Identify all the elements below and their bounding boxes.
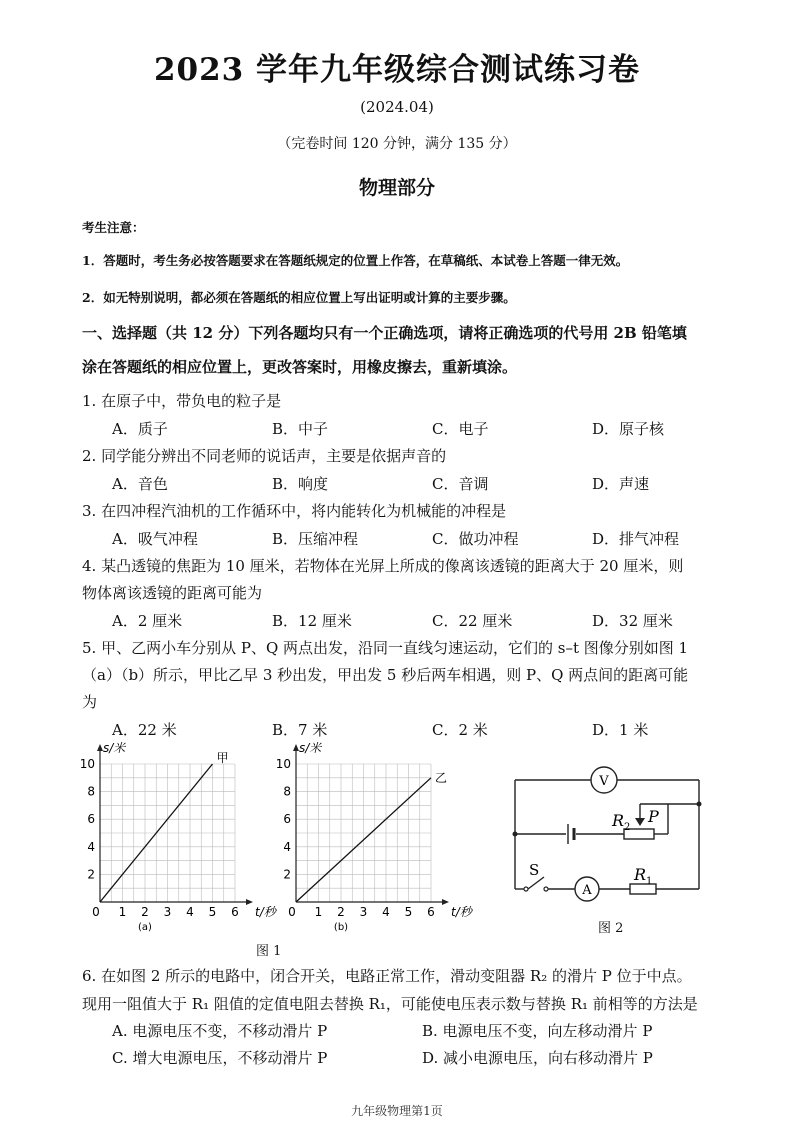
circuit-switch-contact-right (544, 887, 548, 891)
y-tick-label: 10 (275, 757, 291, 771)
question-4-option-a: A．2 厘米 (112, 612, 183, 630)
question-6-option-d: D. 减小电源电压，向右移动滑片 P (422, 1049, 653, 1067)
question-1-option-a: A．质子 (112, 420, 168, 438)
circuit-r2-subscript: 2 (624, 822, 631, 833)
question-5-option-a: A．22 米 (112, 721, 177, 739)
circuit-slider-label: P (648, 807, 659, 826)
question-5-option-b: B．7 米 (272, 721, 328, 739)
x-tick-label: 3 (359, 905, 368, 919)
x-tick-label: 0 (288, 905, 296, 919)
question-1-option-d: D．原子核 (592, 420, 665, 438)
chart-subtitle: (b) (333, 922, 349, 933)
x-axis-label: t/秒 (255, 905, 276, 919)
x-tick-label: 1 (118, 905, 127, 919)
figure-2-caption: 图 2 (598, 921, 624, 936)
section-title: 物理部分 (358, 177, 435, 199)
x-tick-label: 5 (404, 905, 413, 919)
series-label: 乙 (435, 770, 448, 785)
time-note: （完卷时间 120 分钟，满分 135 分） (277, 136, 517, 152)
chart-subtitle: (a) (138, 922, 152, 933)
figure-1a-chart (70, 742, 280, 938)
y-tick-label: 6 (283, 812, 291, 827)
circuit-switch-label: S (529, 861, 540, 879)
question-2-option-b: B．响度 (272, 475, 329, 493)
figure-2-circuit (500, 760, 720, 940)
question-1-option-c: C．电子 (432, 420, 489, 438)
question-6-stem-line2: 现用一阻值大于 R₁ 阻值的定值电阻去替换 R₁，可能使电压表示数与替换 R₁ 前相等的方法是 (82, 995, 698, 1013)
figure-1-caption: 图 1 (256, 944, 282, 959)
y-tick-label: 6 (87, 812, 95, 827)
question-3-option-a: A．吸气冲程 (112, 530, 198, 548)
question-2-stem: 2. 同学能分辨出不同老师的说话声，主要是依据声音的 (82, 447, 447, 465)
circuit-slider-arrow-icon (635, 818, 645, 826)
question-5-stem-line3: 为 (82, 693, 98, 711)
x-tick-label: 6 (427, 905, 435, 919)
question-6-option-a: A. 电源电压不变，不移动滑片 P (112, 1022, 328, 1040)
question-4-option-c: C．22 厘米 (432, 612, 513, 630)
figure-1b-chart (266, 742, 476, 938)
part1-instruction-line2: 涂在答题纸的相应位置上，更改答案时，用橡皮擦去，重新填涂。 (82, 358, 518, 376)
x-tick-label: 0 (92, 905, 100, 919)
question-3-option-d: D．排气冲程 (592, 530, 680, 548)
x-axis-arrow-icon (442, 899, 449, 905)
question-5-stem-line1: 5. 甲、乙两小车分别从 P、Q 两点出发，沿同一直线匀速运动，它们的 s–t 图像分别如图 1 (82, 639, 689, 657)
question-6-stem-line1: 6. 在如图 2 所示的电路中，闭合开关，电路正常工作，滑动变阻器 R₂ 的滑片 P 位于中点。 (82, 967, 692, 985)
question-4-stem-line1: 4. 某凸透镜的焦距为 10 厘米，若物体在光屏上所成的像离该透镜的距离大于 20 厘米，则 (82, 557, 684, 575)
circuit-switch-contact-left (524, 887, 528, 891)
question-3-option-c: C．做功冲程 (432, 530, 519, 548)
question-5-option-d: D．1 米 (592, 721, 649, 739)
y-axis-label: s/米 (299, 742, 322, 755)
question-4-option-d: D．32 厘米 (592, 612, 673, 630)
notice-item-1: 1．答题时，考生务必按答题要求在答题纸规定的位置上作答，在草稿纸、本试卷上答题一律无效。 (82, 253, 629, 268)
page-title: 2023 学年九年级综合测试练习卷 (153, 52, 641, 88)
circuit-r1-label: R (634, 865, 647, 884)
part1-instruction-line1: 一、选择题（共 12 分）下列各题均只有一个正确选项，请将正确选项的代号用 2B 铅笔填 (82, 324, 687, 342)
y-tick-label: 8 (283, 784, 291, 799)
question-1-option-b: B．中子 (272, 420, 329, 438)
circuit-r2-label: R (612, 811, 625, 830)
x-axis-label: t/秒 (451, 905, 472, 919)
x-tick-label: 5 (208, 905, 217, 919)
x-tick-label: 4 (382, 905, 390, 919)
notice-heading: 考生注意： (82, 220, 145, 235)
x-tick-label: 1 (314, 905, 323, 919)
x-axis-arrow-icon (246, 899, 253, 905)
y-axis-label: s/米 (103, 742, 126, 755)
circuit-r1-subscript: 1 (646, 876, 653, 887)
question-3-option-b: B．压缩冲程 (272, 530, 359, 548)
y-tick-label: 4 (87, 839, 95, 854)
page-footer: 九年级物理第1页 (351, 1104, 443, 1118)
circuit-voltmeter-label: V (599, 774, 609, 789)
question-6-option-c: C. 增大电源电压，不移动滑片 P (112, 1049, 328, 1067)
y-tick-label: 2 (87, 867, 95, 882)
question-5-option-c: C．2 米 (432, 721, 488, 739)
circuit-ammeter-label: A (582, 883, 592, 898)
question-2-option-d: D．声速 (592, 475, 650, 493)
exam-date: (2024.04) (360, 98, 434, 116)
y-tick-label: 8 (87, 784, 95, 799)
circuit-junction-right (697, 802, 702, 807)
y-tick-label: 2 (283, 867, 291, 882)
question-1-stem: 1. 在原子中，带负电的粒子是 (82, 392, 282, 410)
notice-item-2: 2．如无特别说明，都必须在答题纸的相应位置上写出证明或计算的主要步骤。 (82, 290, 516, 305)
question-4-stem-line2: 物体离该透镜的距离可能为 (82, 584, 263, 602)
x-tick-label: 6 (231, 905, 239, 919)
question-2-option-a: A．音色 (112, 475, 168, 493)
question-3-stem: 3. 在四冲程汽油机的工作循环中，将内能转化为机械能的冲程是 (82, 502, 507, 520)
circuit-junction-left (513, 832, 518, 837)
x-tick-label: 4 (186, 905, 194, 919)
question-6-option-b: B. 电源电压不变，向左移动滑片 P (422, 1022, 653, 1040)
question-2-option-c: C．音调 (432, 475, 489, 493)
question-4-option-b: B．12 厘米 (272, 612, 352, 630)
series-label: 甲 (216, 751, 229, 765)
question-5-stem-line2: （a）（b）所示，甲比乙早 3 秒出发，甲出发 5 秒后两车相遇，则 P、Q 两点间的距离可能 (82, 666, 689, 684)
x-tick-label: 3 (163, 905, 172, 919)
x-tick-label: 2 (337, 905, 345, 919)
y-tick-label: 10 (79, 757, 95, 771)
x-tick-label: 2 (141, 905, 149, 919)
y-tick-label: 4 (283, 839, 291, 854)
